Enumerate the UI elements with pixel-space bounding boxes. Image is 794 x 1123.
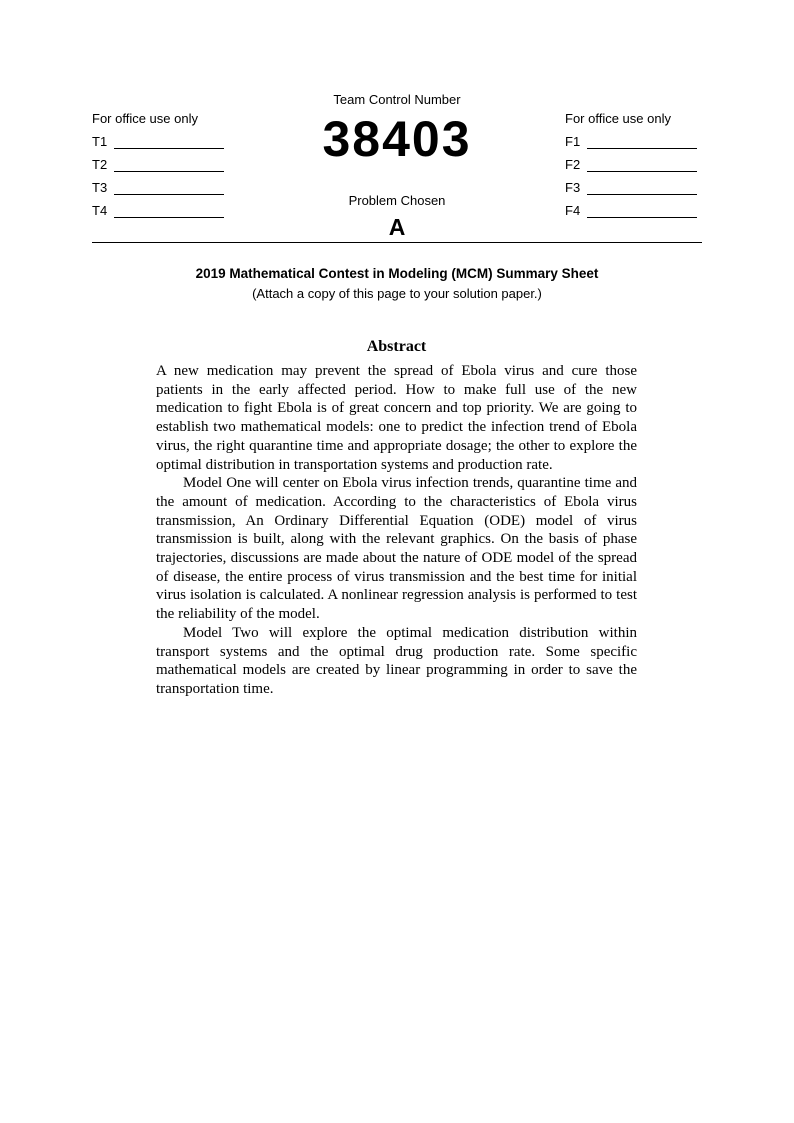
office-use-right — [565, 112, 697, 227]
office-field-f1 — [565, 135, 697, 149]
office-field-f2-label: F2 — [565, 157, 581, 172]
office-field-t3-label: T3 — [92, 180, 108, 195]
problem-chosen-label: Problem Chosen — [348, 192, 446, 208]
abstract-paragraph-1: A new medication may prevent the spread of Ebola virus and cure those patients in the early affected period. How to make full use of the new medication to fight Ebola is of great concern and top priority. We are going to establish two mathematical models: one to predict the infection trend of Ebola virus, the right quarantine time and appropriate dosage; the other to explore the optimal distribution in transportation systems and production rate. — [156, 363, 637, 473]
abstract-title: Abstract — [366, 338, 427, 355]
problem-chosen-value: A — [388, 213, 406, 240]
office-field-f3 — [565, 181, 697, 195]
office-use-right-title: For office use only — [565, 111, 671, 126]
team-control-number-label: Team Control Number — [333, 92, 461, 107]
team-control-number: 38403 — [322, 111, 472, 167]
sheet-subtitle: (Attach a copy of this page to your solution paper.) — [252, 286, 542, 301]
header-divider — [92, 242, 702, 243]
office-field-t1-label: T1 — [92, 134, 108, 149]
office-field-f2-blank-line — [587, 158, 697, 172]
office-field-f4-label: F4 — [565, 203, 581, 218]
office-field-f2 — [565, 158, 697, 172]
office-field-t2-label: T2 — [92, 157, 108, 172]
office-field-f1-label: F1 — [565, 134, 581, 149]
office-field-t4-label: T4 — [92, 203, 108, 218]
abstract-paragraph-3: Model Two will explore the optimal medication distribution within transport systems and the optimal drug production rate. Some specific mathematical models are created by linear programming in order to save the transportation time. — [156, 624, 637, 697]
sheet-title: 2019 Mathematical Contest in Modeling (MCM) Summary Sheet — [195, 266, 599, 281]
office-field-f1-blank-line — [587, 135, 697, 149]
office-use-left-title: For office use only — [92, 111, 198, 126]
abstract-section — [156, 338, 637, 699]
office-field-f3-blank-line — [587, 181, 697, 195]
abstract-paragraph-2: Model One will center on Ebola virus infection trends, quarantine time and the amount of medication. According to the characteristics of Ebola virus transmission, An Ordinary Differential Equation (ODE) model of virus transmission is built, along with the relevant graphics. On the basis of phase trajectories, discussions are made about the nature of ODE model of the spread of disease, the entire process of virus transmission and the best time for initial virus isolation is calculated. A nonlinear regression analysis is performed to test the reliability of the model. — [156, 475, 637, 623]
office-field-f4 — [565, 204, 697, 218]
office-field-f4-blank-line — [587, 204, 697, 218]
office-field-f3-label: F3 — [565, 180, 581, 195]
